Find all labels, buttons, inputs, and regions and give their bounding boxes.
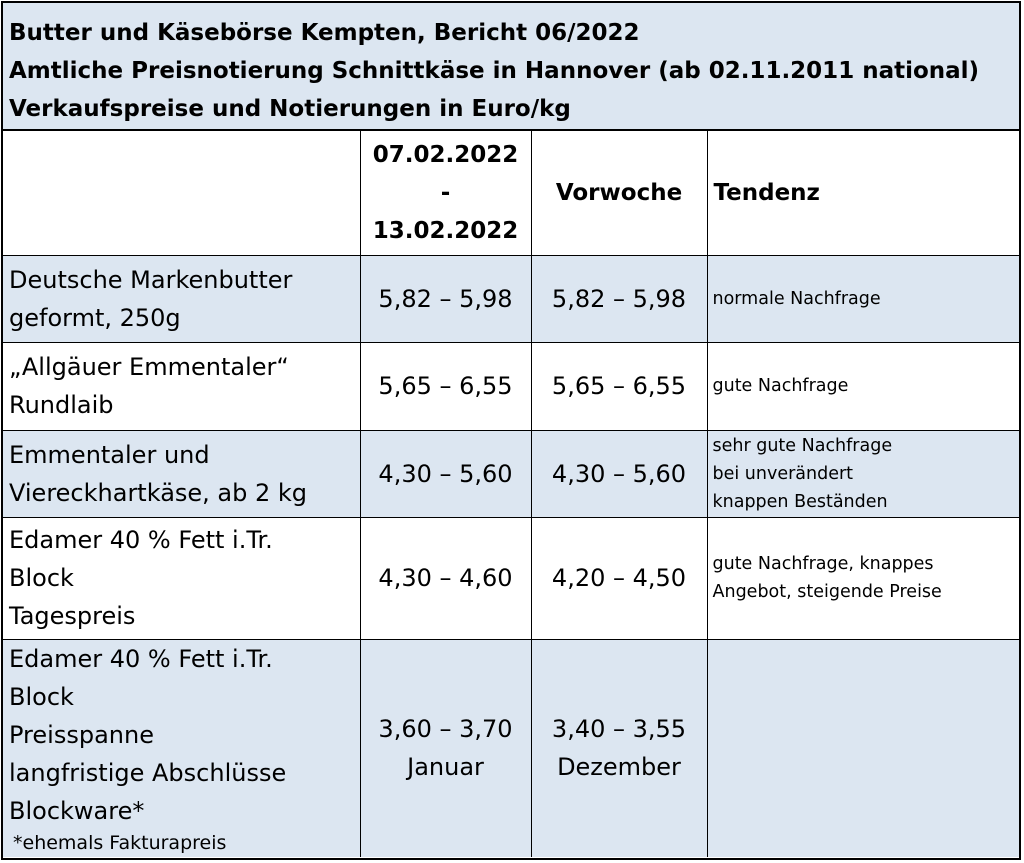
table-row [3,639,1019,857]
report-header [3,3,1019,131]
report-unit-note: Verkaufspreise und Notierungen in Euro/kg [9,96,571,122]
table-row [3,342,1019,430]
current-period-label: Januar [407,753,484,782]
trend-column-header: Tendenz [707,131,1019,255]
product-column-header [3,131,360,255]
previous-price-cell: 4,20 – 4,50 [531,517,707,639]
previous-week-column-header: Vorwoche [531,131,707,255]
table-row [3,255,1019,342]
price-report [1,1,1021,860]
trend-cell [707,639,1019,857]
current-price-cell: 5,82 – 5,98 [360,255,531,342]
table-header-row [3,131,1019,255]
previous-price-cell: 4,30 – 5,60 [531,430,707,517]
product-cell: Emmentaler und Viereckhartkäse, ab 2 kg [3,430,360,517]
previous-price-cell: 5,65 – 6,55 [531,342,707,430]
previous-period-label: Dezember [557,753,681,782]
trend-cell: gute Nachfrage, knappes Angebot, steigende Preise [707,517,1019,639]
current-price-cell: 4,30 – 4,60 [360,517,531,639]
price-table [3,131,1019,857]
product-cell: Edamer 40 % Fett i.Tr. Block Preisspanne langfristige Abschlüsse Blockware* *ehemals Fakturapreis [3,639,360,857]
product-cell: „Allgäuer Emmentaler“ Rundlaib [3,342,360,430]
trend-cell: sehr gute Nachfrage bei unverändert knappen Beständen [707,430,1019,517]
table-row [3,430,1019,517]
trend-cell: gute Nachfrage [707,342,1019,430]
product-cell: Edamer 40 % Fett i.Tr. Block Tagespreis [3,517,360,639]
report-title: Butter und Käsebörse Kempten, Bericht 06/2022 [9,20,640,46]
table-row [3,517,1019,639]
product-cell: Deutsche Markenbutter geformt, 250g [3,255,360,342]
product-footnote: *ehemals Fakturapreis [13,832,227,855]
current-week-column-header: 07.02.2022 - 13.02.2022 [360,131,531,255]
current-price-cell: 5,65 – 6,55 [360,342,531,430]
previous-price-cell: 5,82 – 5,98 [531,255,707,342]
current-price-cell: 4,30 – 5,60 [360,430,531,517]
trend-cell: normale Nachfrage [707,255,1019,342]
previous-price-cell: 3,40 – 3,55 Dezember [531,639,707,857]
report-subtitle: Amtliche Preisnotierung Schnittkäse in Hannover (ab 02.11.2011 national) [9,58,980,84]
current-price-cell: 3,60 – 3,70 Januar [360,639,531,857]
